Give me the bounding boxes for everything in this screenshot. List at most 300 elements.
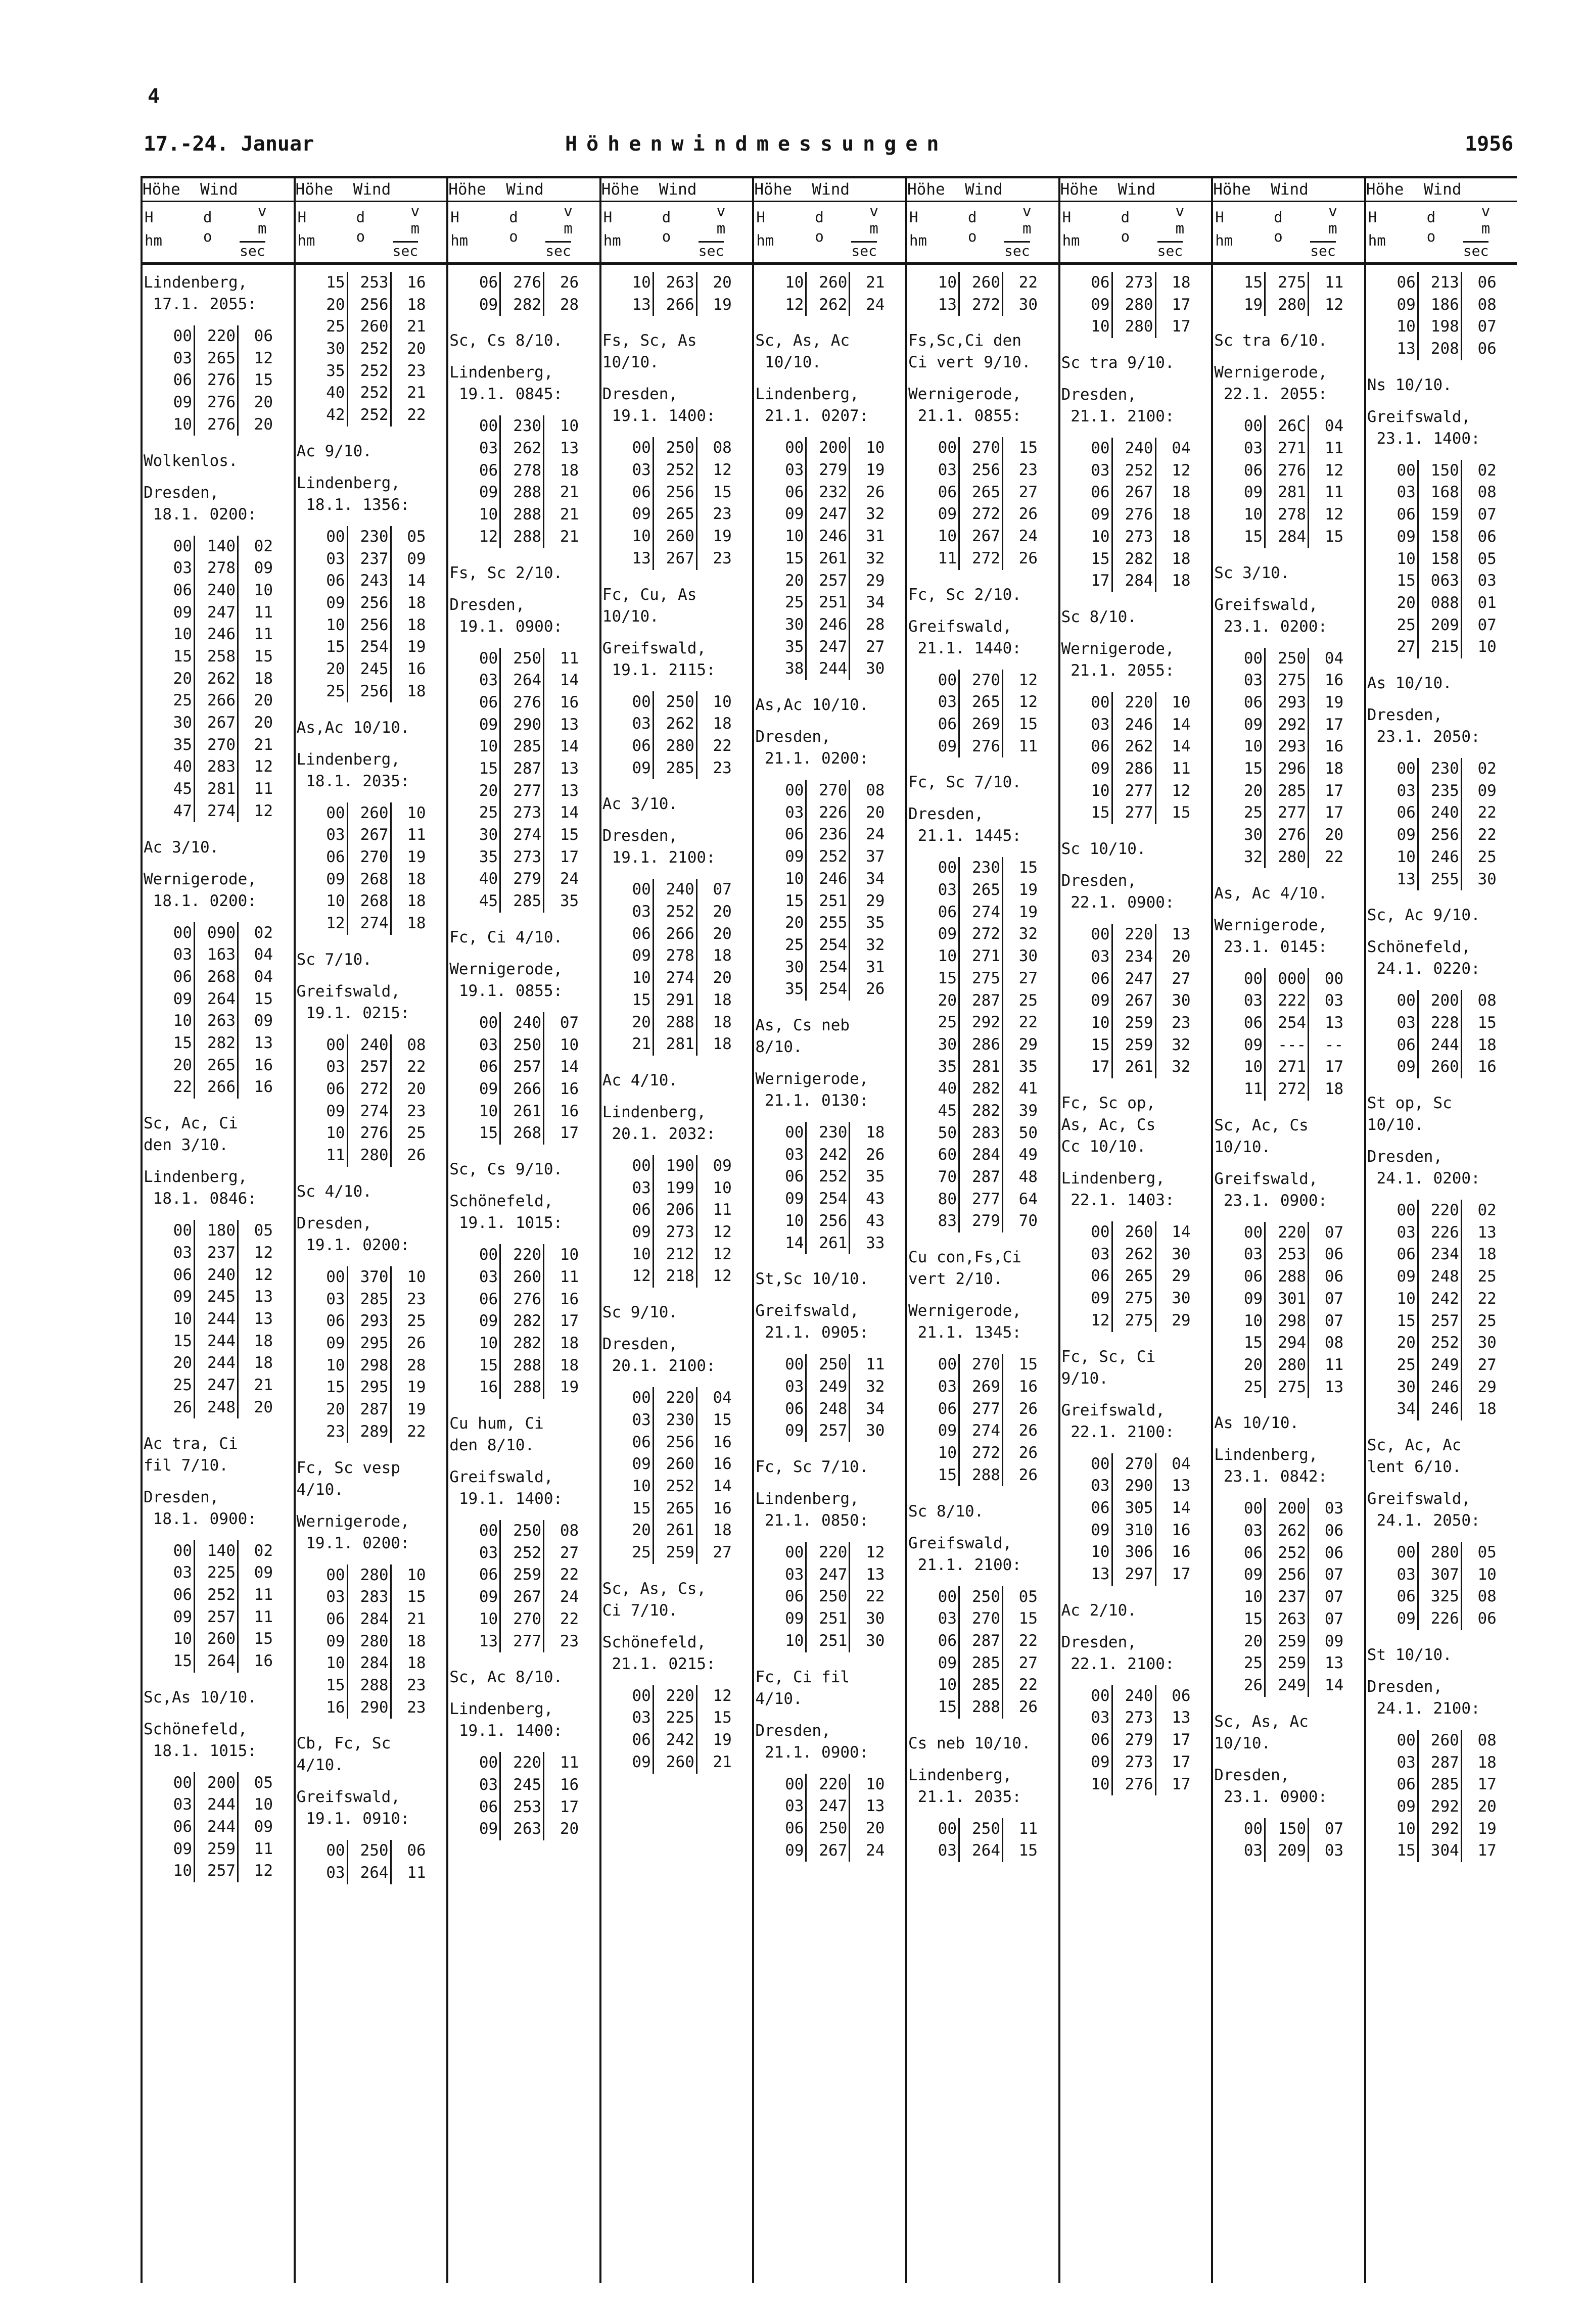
data-rows (770, 1122, 886, 1254)
table-row (923, 1696, 1039, 1719)
table-row (464, 824, 580, 846)
table-row (1077, 438, 1192, 460)
table-row (159, 712, 274, 734)
header-h-unit: H (450, 209, 459, 226)
header-wind: Wind (200, 180, 238, 199)
table-row (770, 636, 886, 658)
direction-cell: 282 (501, 1310, 544, 1333)
station-label: Sc 4/10. (296, 1182, 372, 1201)
station-label: Wernigerode, 19.1. 0200: (296, 1512, 410, 1552)
height-cell: 47 (159, 800, 195, 823)
table-row (1229, 1222, 1344, 1244)
table-row (464, 1608, 580, 1631)
speed-cell: 13 (866, 1797, 885, 1816)
height-cell: 06 (1077, 482, 1113, 504)
table-row (1382, 1752, 1498, 1774)
station-label: Lindenberg, 22.1. 1403: (1061, 1169, 1175, 1210)
header-hoehe: Höhe (907, 180, 945, 199)
speed-cell: 20 (560, 1820, 579, 1838)
speed-cell: 14 (1172, 1223, 1191, 1242)
table-row (1077, 1729, 1192, 1751)
height-cell: 00 (1382, 758, 1419, 780)
table-row (923, 1818, 1039, 1840)
height-cell: 06 (159, 1584, 195, 1606)
station-label: Greifswald, 19.1. 0910: (296, 1788, 410, 1828)
direction-cell: 267 (348, 824, 392, 846)
speed-cell: 10 (866, 1775, 885, 1793)
direction-cell: 220 (807, 1774, 850, 1796)
table-row (1382, 1266, 1498, 1288)
speed-cell: 27 (1477, 1355, 1497, 1374)
table-row (1229, 692, 1344, 714)
table-row (618, 1012, 733, 1034)
data-rows (1229, 968, 1344, 1101)
direction-cell: 263 (501, 1818, 544, 1840)
direction-cell: 254 (807, 957, 850, 979)
speed-cell: 05 (1018, 1587, 1038, 1606)
station-label: Lindenberg, 23.1. 0842: (1214, 1446, 1328, 1486)
height-cell: 10 (312, 1355, 348, 1377)
data-rows (923, 857, 1039, 1232)
direction-cell: 305 (1113, 1497, 1156, 1520)
table-row (1382, 592, 1498, 614)
direction-cell: 285 (654, 757, 697, 780)
table-row (464, 802, 580, 824)
speed-cell: 03 (1477, 572, 1497, 590)
data-rows (1229, 1818, 1344, 1862)
direction-cell: 270 (348, 846, 392, 869)
height-cell: 09 (923, 1420, 960, 1442)
height-cell: 10 (159, 1308, 195, 1331)
height-cell: 09 (464, 1818, 501, 1840)
speed-cell: 04 (1324, 649, 1344, 668)
column-separator (141, 176, 143, 2283)
height-cell: 30 (159, 712, 195, 734)
direction-cell: 271 (1266, 1056, 1309, 1078)
table-row (464, 1101, 580, 1123)
header-wind: Wind (506, 180, 544, 199)
header-m-unit: m (410, 220, 420, 237)
direction-cell: 248 (195, 1397, 239, 1419)
direction-cell: 264 (348, 1862, 392, 1884)
table-row (923, 714, 1039, 736)
table-row (1077, 1265, 1192, 1288)
height-cell: 00 (312, 526, 348, 548)
speed-cell: 14 (1172, 715, 1191, 734)
speed-cell: 11 (1018, 1819, 1038, 1838)
table-row (1382, 460, 1498, 482)
height-cell: 15 (464, 1122, 501, 1145)
speed-cell: 10 (407, 1566, 426, 1584)
height-cell: 15 (1077, 548, 1113, 571)
table-row (1229, 1034, 1344, 1057)
speed-cell: 18 (1324, 1080, 1344, 1099)
height-cell: 09 (1382, 1608, 1419, 1630)
station-label: Sc, As, Ac 10/10. (1214, 1712, 1309, 1752)
direction-cell: 298 (348, 1355, 392, 1377)
table-row (312, 1078, 427, 1101)
table-column (752, 176, 905, 2283)
speed-cell: 21 (254, 735, 273, 754)
direction-cell: 256 (1266, 1564, 1309, 1586)
direction-cell: 276 (501, 1289, 544, 1311)
table-row (770, 1122, 886, 1144)
height-cell: 00 (770, 1542, 807, 1564)
page-number: 4 (148, 85, 160, 108)
table-row (464, 868, 580, 890)
date-range: 17.-24. Januar (144, 132, 314, 156)
direction-cell: 256 (1419, 824, 1462, 846)
height-cell: 03 (923, 459, 960, 482)
speed-cell: 09 (254, 559, 273, 578)
table-row (1382, 316, 1498, 338)
height-cell: 03 (1382, 1222, 1419, 1244)
table-row (923, 1608, 1039, 1630)
speed-cell: 17 (1477, 1775, 1497, 1794)
header-wind: Wind (353, 180, 391, 199)
station-label: Sc, As, Ac 10/10. (755, 331, 850, 372)
table-row (1382, 1542, 1498, 1564)
height-cell: 03 (1077, 1475, 1113, 1497)
station-label: St op, Sc 10/10. (1367, 1094, 1452, 1134)
direction-cell: 263 (195, 1010, 239, 1032)
height-cell: 20 (923, 990, 960, 1012)
height-cell: 13 (618, 294, 654, 316)
direction-cell: 225 (195, 1562, 239, 1584)
table-row (770, 294, 886, 316)
direction-cell: 200 (807, 437, 850, 459)
height-cell: 06 (1077, 968, 1113, 990)
height-cell: 11 (923, 548, 960, 570)
direction-cell: 250 (501, 1520, 544, 1542)
direction-cell: 282 (960, 1100, 1003, 1122)
table-row (770, 1376, 886, 1398)
table-row (618, 1432, 733, 1454)
direction-cell: 274 (195, 800, 239, 823)
table-row (1229, 1244, 1344, 1266)
direction-cell: 298 (1266, 1310, 1309, 1333)
height-cell: 00 (312, 1840, 348, 1862)
height-cell: 09 (770, 1608, 807, 1630)
height-cell: 09 (464, 1310, 501, 1333)
height-cell: 00 (618, 1685, 654, 1708)
table-row (312, 338, 427, 360)
direction-cell: 090 (195, 922, 239, 944)
table-row (618, 1409, 733, 1432)
data-rows (618, 272, 733, 316)
direction-cell: 163 (195, 944, 239, 966)
table-row (1229, 802, 1344, 824)
height-cell: 26 (1229, 1675, 1266, 1697)
speed-cell: 15 (254, 1630, 273, 1648)
speed-cell: 18 (713, 715, 732, 733)
height-cell: 00 (618, 691, 654, 714)
table-row (159, 1076, 274, 1099)
speed-cell: 11 (254, 625, 273, 644)
station-label: Dresden, 19.1. 0200: (296, 1214, 410, 1254)
direction-cell: 244 (195, 1308, 239, 1331)
data-rows (1229, 648, 1344, 869)
header-wind: Wind (1271, 180, 1309, 199)
station-label: Sc, Ac, Ci den 3/10. (144, 1114, 238, 1155)
speed-cell: 17 (1324, 803, 1344, 822)
table-row (159, 668, 274, 690)
table-row (159, 1794, 274, 1816)
station-label: Greifswald, 21.1. 2100: (908, 1534, 1021, 1574)
speed-cell: 10 (560, 1246, 579, 1264)
direction-cell: 273 (654, 1221, 697, 1244)
table-row (923, 923, 1039, 945)
height-cell: 09 (1077, 1520, 1113, 1542)
speed-cell: 06 (1477, 1609, 1497, 1628)
header-deg-unit: o (509, 228, 518, 245)
direction-cell: 272 (960, 923, 1003, 945)
height-cell: 09 (618, 1453, 654, 1476)
direction-cell: 288 (501, 482, 544, 504)
station-label: Ac 9/10. (296, 442, 372, 460)
table-row (618, 691, 733, 714)
table-row (464, 482, 580, 504)
direction-cell: 270 (195, 734, 239, 756)
speed-cell: 16 (1172, 1521, 1191, 1539)
speed-cell: 43 (866, 1190, 885, 1208)
station-label: As,Ac 10/10. (755, 696, 869, 715)
table-row (770, 1420, 886, 1442)
table-row (159, 369, 274, 392)
height-cell: 00 (159, 1772, 195, 1794)
height-cell: 34 (1382, 1398, 1419, 1420)
speed-cell: 32 (866, 505, 885, 524)
table-row (1077, 1707, 1192, 1729)
table-row (923, 879, 1039, 902)
direction-cell: 287 (960, 990, 1003, 1012)
height-cell: 10 (770, 526, 807, 548)
header-sec-unit: sec (851, 241, 877, 259)
table-row (1077, 924, 1192, 946)
direction-cell: 251 (807, 592, 850, 614)
table-row (1229, 824, 1344, 846)
table-row (1229, 1078, 1344, 1101)
table-row (923, 1144, 1039, 1166)
direction-cell: 246 (1419, 1377, 1462, 1399)
direction-cell: 292 (1419, 1818, 1462, 1840)
table-row (312, 1697, 427, 1719)
speed-cell: 18 (1477, 1400, 1497, 1418)
direction-cell: 289 (348, 1421, 392, 1443)
speed-cell: 19 (407, 638, 426, 656)
speed-cell: 12 (866, 1543, 885, 1562)
height-cell: 03 (159, 348, 195, 370)
column-header (752, 176, 905, 265)
direction-cell: 268 (501, 1122, 544, 1145)
speed-cell: 18 (713, 1035, 732, 1054)
table-row (1382, 990, 1498, 1012)
direction-cell: 281 (960, 1056, 1003, 1078)
column-separator (1364, 176, 1366, 2283)
height-cell: 00 (1382, 460, 1419, 482)
table-column (599, 176, 753, 2283)
direction-cell: 280 (654, 735, 697, 757)
header-sec-unit: sec (545, 241, 571, 259)
table-row (159, 1308, 274, 1331)
station-label: Lindenberg, 18.1. 2035: (296, 750, 410, 790)
speed-cell: 21 (407, 384, 426, 402)
table-row (1229, 438, 1344, 460)
speed-cell: 23 (407, 361, 426, 380)
height-cell: 06 (159, 369, 195, 392)
speed-cell: 20 (866, 803, 885, 822)
height-cell: 30 (770, 957, 807, 979)
direction-cell: 260 (654, 1453, 697, 1476)
speed-cell: 11 (1324, 1355, 1344, 1374)
height-cell: 09 (770, 846, 807, 868)
height-cell: 17 (1077, 570, 1113, 592)
height-cell: 00 (923, 857, 960, 879)
height-cell: 17 (1077, 1056, 1113, 1078)
height-cell: 25 (1229, 1377, 1266, 1399)
direction-cell: 283 (348, 1586, 392, 1608)
height-cell: 27 (1382, 636, 1419, 658)
direction-cell: 293 (1266, 736, 1309, 758)
table-row (159, 1331, 274, 1353)
table-column (1058, 176, 1212, 2283)
direction-cell: 260 (654, 526, 697, 548)
table-row (159, 734, 274, 756)
speed-cell: 15 (713, 1709, 732, 1727)
height-cell: 03 (770, 1144, 807, 1166)
table-row (618, 272, 733, 294)
height-cell: 09 (1229, 482, 1266, 504)
height-cell: 10 (770, 868, 807, 890)
speed-cell: 15 (1018, 1841, 1038, 1860)
direction-cell: 220 (501, 1244, 544, 1266)
direction-cell: 250 (1266, 648, 1309, 670)
height-cell: 03 (770, 1564, 807, 1586)
height-cell: 06 (618, 1729, 654, 1751)
table-row (464, 1289, 580, 1311)
header-wind: Wind (1118, 180, 1156, 199)
speed-cell: 26 (1018, 1421, 1038, 1440)
table-row (1077, 692, 1192, 714)
station-label: Dresden, 20.1. 2100: (602, 1335, 716, 1376)
direction-cell: 244 (1419, 1034, 1462, 1057)
height-cell: 06 (1077, 272, 1113, 294)
direction-cell: 262 (195, 668, 239, 690)
height-cell: 00 (1077, 924, 1113, 946)
station-label: Sc, Cs 9/10. (449, 1160, 563, 1179)
height-cell: 06 (770, 1586, 807, 1608)
speed-cell: 15 (713, 483, 732, 501)
table-row (770, 459, 886, 482)
table-row (464, 780, 580, 802)
direction-cell: 251 (807, 890, 850, 913)
height-cell: 00 (1077, 438, 1113, 460)
speed-cell: 14 (560, 1058, 579, 1076)
header-deg-unit: o (1426, 228, 1436, 245)
table-row (312, 1564, 427, 1587)
speed-cell: 17 (1324, 1058, 1344, 1076)
table-row (618, 1729, 733, 1751)
table-row (923, 1354, 1039, 1376)
speed-cell: 18 (713, 1521, 732, 1540)
direction-cell: 276 (960, 736, 1003, 758)
direction-cell: 274 (348, 913, 392, 935)
table-row (770, 824, 886, 846)
height-cell: 00 (923, 437, 960, 459)
speed-cell: 16 (1324, 671, 1344, 690)
station-label: Lindenberg, 19.1. 0845: (449, 363, 563, 404)
station-label: Fc, Ci fil 4/10. (755, 1668, 850, 1708)
height-cell: 09 (770, 503, 807, 526)
data-rows (1229, 272, 1344, 316)
height-cell: 10 (1229, 1056, 1266, 1078)
height-cell: 20 (1229, 1354, 1266, 1377)
station-label: As 10/10. (1367, 674, 1452, 693)
header-sec-unit: sec (1004, 241, 1030, 259)
height-cell: 06 (1229, 692, 1266, 714)
table-row (159, 1242, 274, 1264)
direction-cell: 247 (807, 1564, 850, 1586)
table-row (312, 1586, 427, 1608)
speed-cell: 19 (713, 295, 732, 314)
height-cell: 09 (312, 1333, 348, 1355)
speed-cell: 14 (1172, 1498, 1191, 1517)
height-cell: 09 (770, 1840, 807, 1862)
direction-cell: 251 (807, 1608, 850, 1630)
table-row (1229, 990, 1344, 1012)
height-cell: 00 (464, 648, 501, 670)
height-cell: 06 (159, 1816, 195, 1838)
speed-cell: 26 (1018, 1465, 1038, 1484)
direction-cell: 269 (960, 714, 1003, 736)
table-row (618, 503, 733, 526)
table-row (1229, 1310, 1344, 1333)
height-cell: 40 (464, 868, 501, 890)
table-row (1382, 548, 1498, 571)
direction-cell: 301 (1266, 1288, 1309, 1310)
table-row (312, 1421, 427, 1443)
direction-cell: 256 (807, 1210, 850, 1232)
table-row (312, 614, 427, 637)
height-cell: 70 (923, 1166, 960, 1189)
table-row (1229, 1354, 1344, 1377)
direction-cell: 220 (195, 325, 239, 348)
direction-cell: 257 (348, 1056, 392, 1078)
direction-cell: 212 (654, 1244, 697, 1266)
speed-cell: 18 (1172, 273, 1191, 292)
speed-cell: 21 (407, 1609, 426, 1628)
speed-cell: 11 (254, 1585, 273, 1604)
speed-cell: 06 (1477, 527, 1497, 546)
direction-cell: 291 (654, 989, 697, 1012)
header-h-unit: H (297, 209, 307, 226)
speed-cell: 19 (407, 847, 426, 866)
header-d-unit: d (968, 209, 977, 226)
direction-cell: 252 (348, 338, 392, 360)
table-row (1382, 1774, 1498, 1796)
header-deg-unit: o (815, 228, 824, 245)
header-h-unit: H (145, 209, 154, 226)
direction-cell: 277 (1113, 780, 1156, 802)
speed-cell: 15 (1018, 859, 1038, 877)
direction-cell: 285 (1419, 1774, 1462, 1796)
direction-cell: 266 (501, 1078, 544, 1101)
direction-cell: 259 (195, 1838, 239, 1861)
data-rows (464, 1244, 580, 1399)
height-cell: 00 (159, 1540, 195, 1562)
height-cell: 09 (464, 294, 501, 316)
speed-cell: 33 (866, 1234, 885, 1252)
